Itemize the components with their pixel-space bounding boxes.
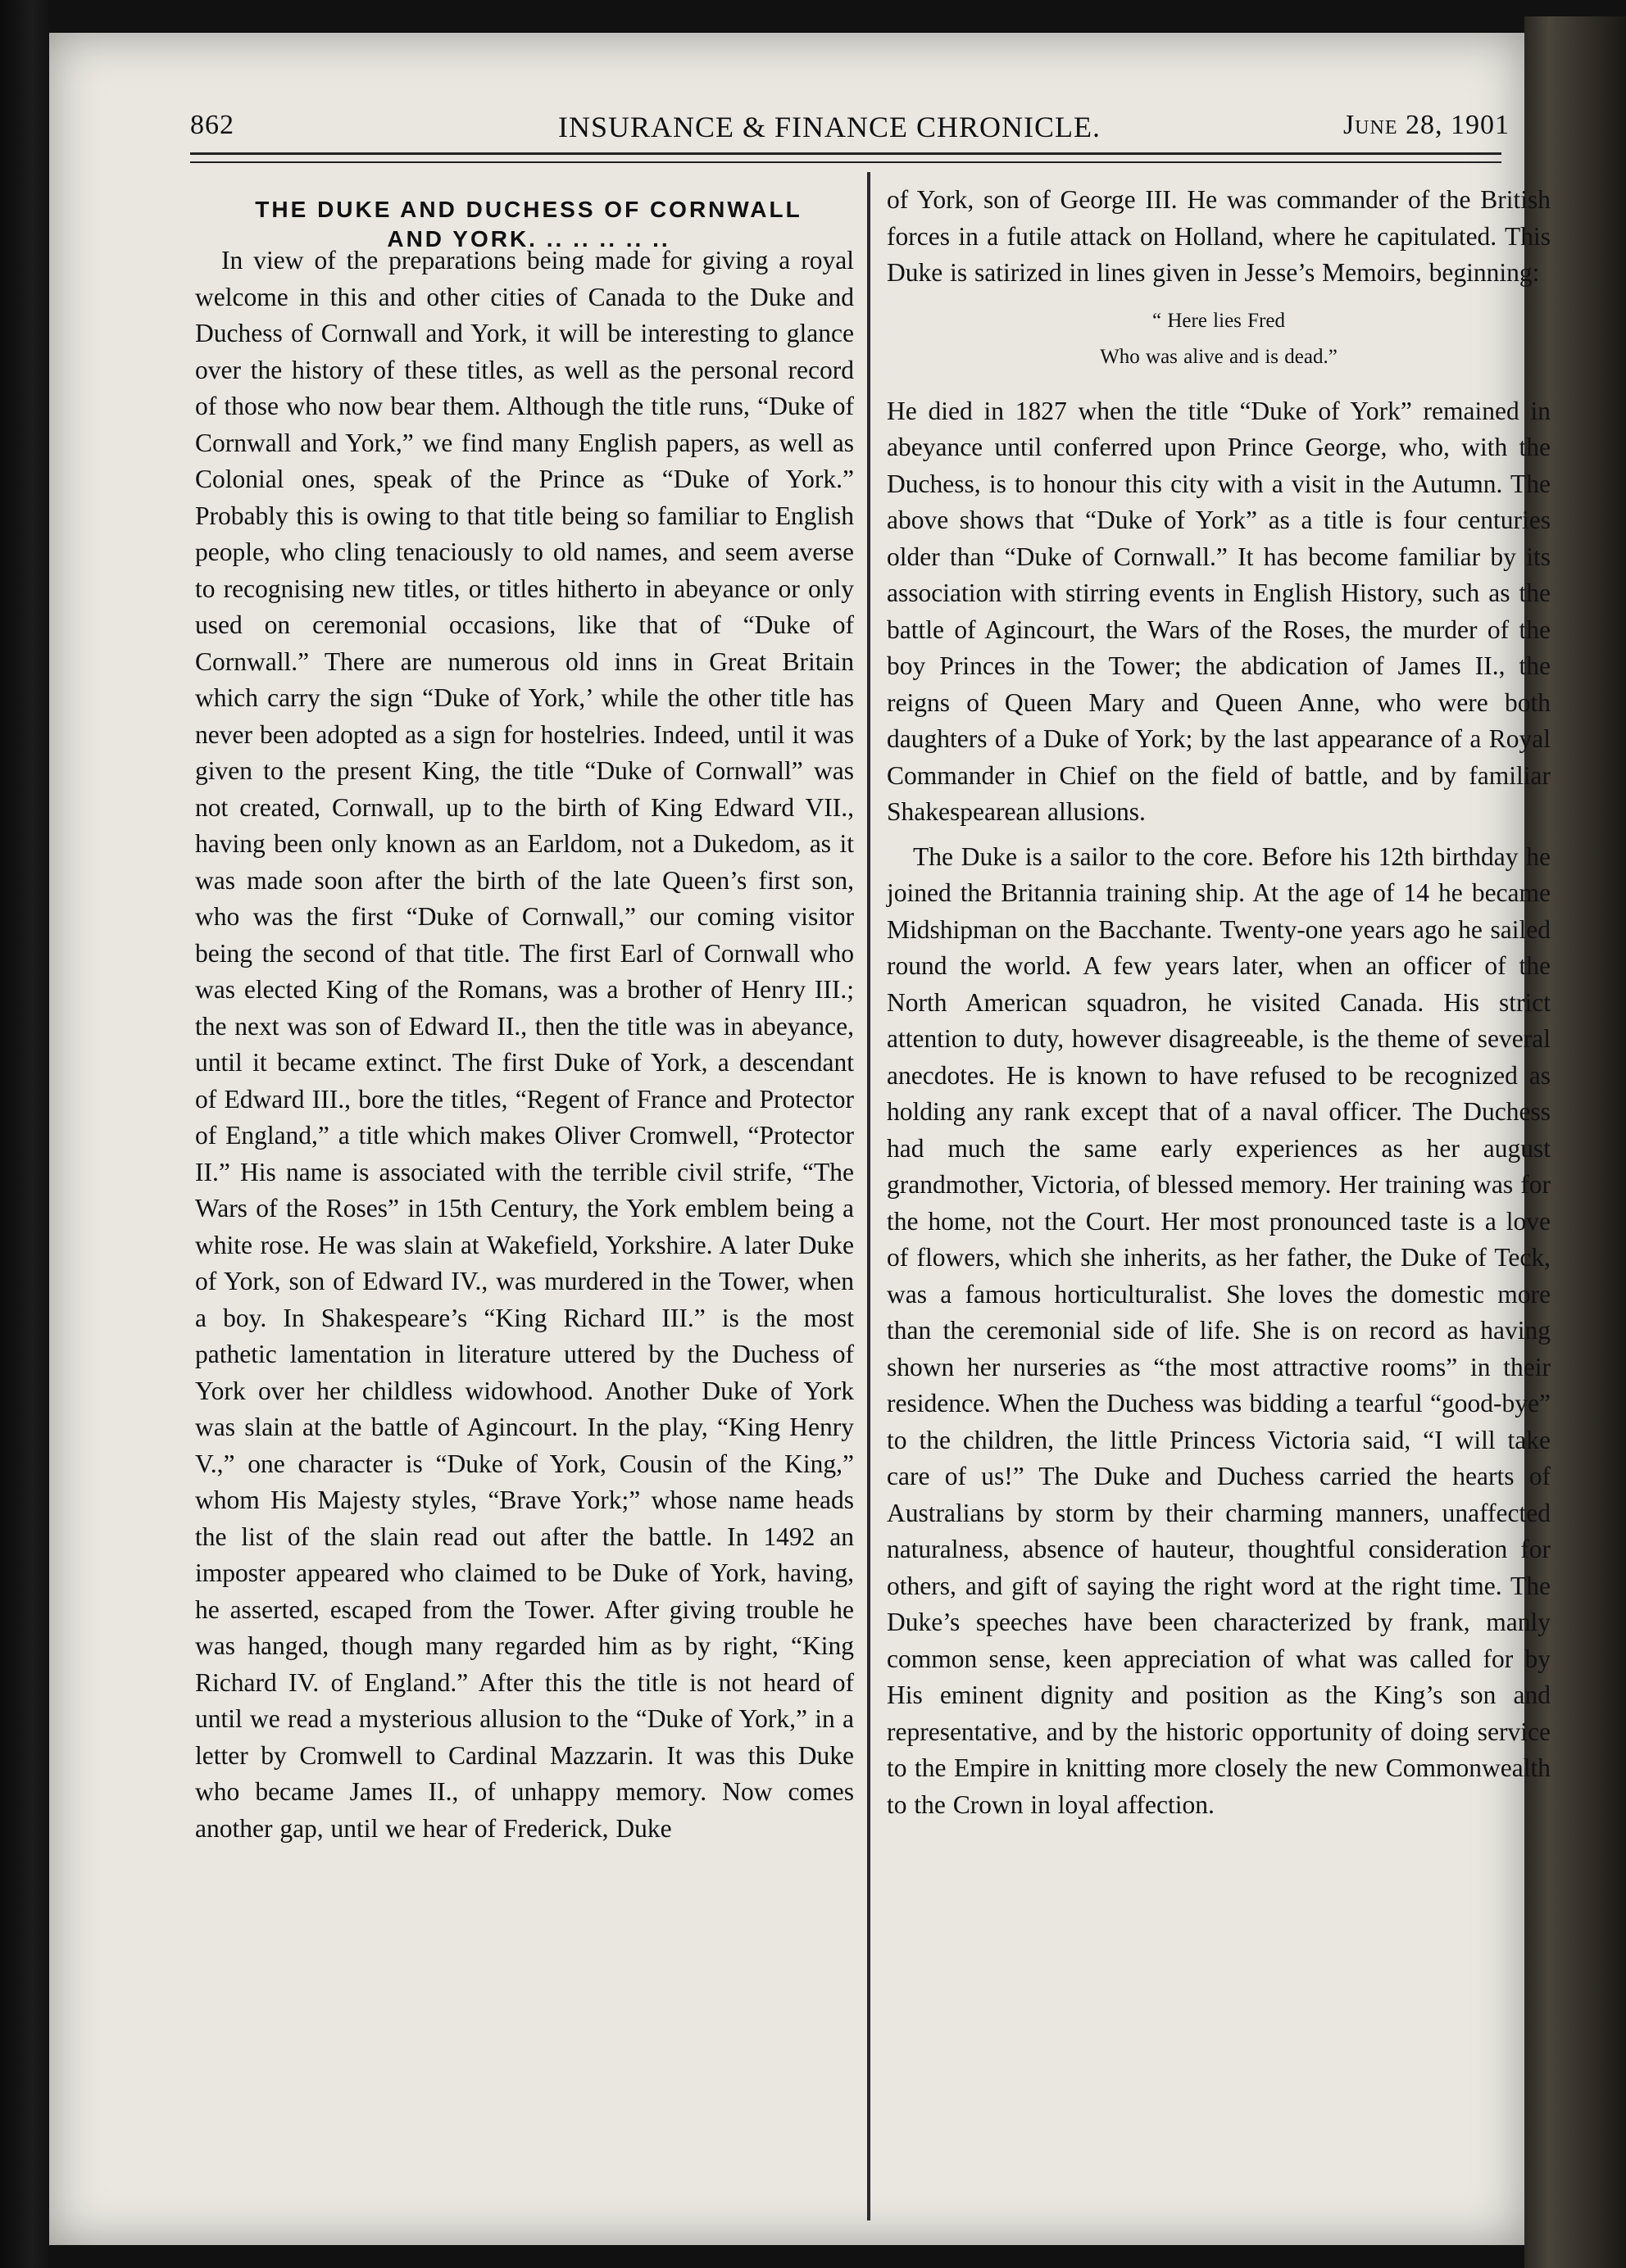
column-divider: [867, 172, 870, 2220]
article-paragraph-2: He died in 1827 when the title “Duke of York” remained in abeyance until conferred upon Prince George, who, with the Duchess, is to honour this city with a visit in the Autumn. The above shows that “Duke of York” as a title is four centuries older than “Duke of Cornwall.” It has become familiar by its association with stirring events in English History, such as the battle of Agincourt, the Wars of the Roses, the murder of the boy Princes in the Tower; the abdication of James II., the reigns of Queen Mary and Queen Anne, who were both daughters of a Duke of York; by the last appearance of a Royal Commander in Chief on the field of battle, and by familiar Shakespearean allusions.: [887, 396, 1551, 826]
article-title-line-1: THE DUKE AND DUCHESS OF CORNWALL: [255, 197, 802, 222]
quote-line-1: “ Here lies Fred: [1152, 309, 1285, 332]
article-title-line-2: AND YORK. .. .. .. .. ..: [387, 226, 670, 252]
publication-title: INSURANCE & FINANCE CHRONICLE.: [557, 111, 1101, 143]
article-paragraph-continued: of York, son of George III. He was commander of the British forces in a futile attack on Holland, where he capitulated. This Duke is satirized in lines given in Jesse’s Memoirs, beginning:: [887, 185, 1551, 287]
page-header: [141, 102, 1518, 159]
right-column: [887, 182, 1551, 1823]
verse-quote: [887, 303, 1551, 375]
page-number: 862: [190, 110, 234, 140]
article-paragraph-1: In view of the preparations being made for giving a royal welcome in this and other cities of Canada to the Duke and Duchess of Cornwall and York, it will be interesting to glance over the history of these titles, as well as the personal record of those who now bear them. Although the title runs, “Duke of Cornwall and York,” we find many English papers, as well as Colonial ones, speak of the Prince as “Duke of York.” Probably this is owing to that title being so familiar to English people, who cling tenaciously to old names, and seem averse to recognising new titles, or titles hitherto in abeyance or only used on ceremonial occasions, like that of “Duke of Cornwall.” There are numerous old inns in Great Britain which carry the sign “Duke of York,’ while the other title has never been adopted as a sign for hostelries. Indeed, until it was given to the present King, the title “Duke of Cornwall” was not created, Cornwall, up to the birth of King Edward VII., having been only known as an Earldom, not a Dukedom, as it was made soon after the birth of the late Queen’s first son, who was the first “Duke of Cornwall,” our coming visitor being the second of that title. The first Earl of Cornwall who was elected King of the Romans, was a brother of Henry III.; the next was son of Edward II., then the title was in abeyance, until it became extinct. The first Duke of York, a descendant of Edward III., bore the titles, “Regent of France and Protector of England,” a title which makes Oliver Cromwell, “Protector II.” His name is associated with the terrible civil strife, “The Wars of the Roses” in 15th Century, the York emblem being a white rose. He was slain at Wakefield, Yorkshire. A later Duke of York, son of Edward IV., was murdered in the Tower, when a boy. In Shakespeare’s “King Richard III.” is the most pathetic lamentation in literature uttered by the Duchess of York over her childless widowhood. Another Duke of York was slain at the battle of Agincourt. In the play, “King Henry V.,” one character is “Duke of York, Cousin of the King,” whom His Majesty styles, “Brave York;” whose name heads the list of the slain read out after the battle. In 1492 an imposter appeared who claimed to be Duke of York, having, he asserted, escaped from the Tower. After giving trouble he was hanged, though many regarded him as by right, “King Richard IV. of England.” After this the title is not heard of until we read a mysterious allusion to the “Duke of York,” in a letter by Cromwell to Cardinal Mazzarin. It was this Duke who became James II., of unhappy memory. Now comes another gap, until we hear of Frederick, Duke: [195, 246, 854, 1843]
issue-date: June 28, 1901: [1342, 110, 1510, 140]
header-rule: [190, 152, 1501, 163]
quote-line-2: Who was alive and is dead.”: [1100, 345, 1338, 368]
article-paragraph-3: The Duke is a sailor to the core. Before his 12th birthday he joined the Britannia training ship. At the age of 14 he became Midshipman on the Bacchante. Twenty-one years ago he sailed round the world. A few years later, when an officer of the North American squadron, he visited Canada. His strict attention to duty, however disagreeable, is the theme of several anecdotes. He is known to have refused to be recognized as holding any rank except that of a naval officer. The Duchess had much the same early experiences as her august grandmother, Victoria, of blessed memory. Her training was for the home, not the Court. Her most pronounced taste is a love of flowers, which she inherits, as her father, the Duke of Teck, was a famous horticulturalist. She loves the domestic more than the ceremonial side of life. She is on record as having shown her nurseries as “the most attractive rooms” in their residence. When the Duchess was bidding a tearful “good-bye” to the children, the little Princess Victoria said, “I will take care of us!” The Duke and Duchess carried the hearts of Australians by storm by their charming manners, unaffected naturalness, absence of hauteur, thoughtful consideration for others, and gift of saying the right word at the right time. The Duke’s speeches have been characterized by frank, manly common sense, keen appreciation of what was called for by His eminent dignity and position as the King’s son and representative, and by the historic opportunity of doing service to the Empire in knitting more closely the new Commonwealth to the Crown in loyal affection.: [887, 841, 1551, 1819]
left-column: [195, 243, 854, 1847]
